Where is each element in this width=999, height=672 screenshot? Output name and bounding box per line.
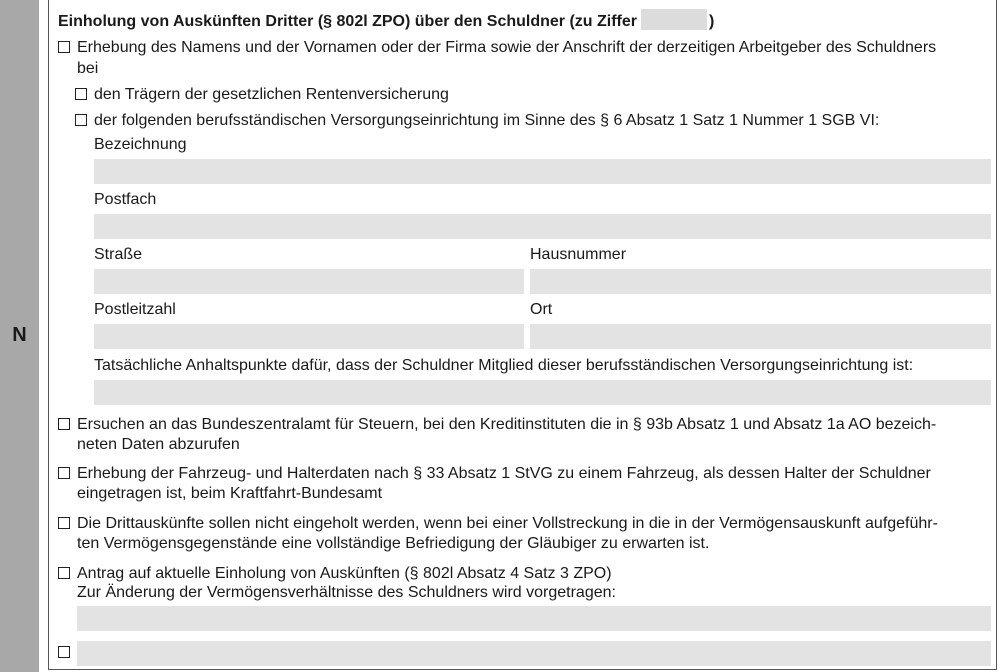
- label-postfach: Postfach: [94, 191, 157, 208]
- bezeichnung-field[interactable]: [94, 159, 991, 184]
- label-postleitzahl: Postleitzahl: [94, 301, 176, 318]
- label-ort: Ort: [530, 301, 553, 318]
- anhaltspunkte-field[interactable]: [94, 380, 991, 405]
- item-fahrzeugdaten-line1: Erhebung der Fahrzeug- und Halterdaten nach § 33 Absatz 1 StVG zu einem Fahrzeug, als dessen Halter der Schuldner: [77, 465, 931, 482]
- item-arbeitgeber-line2: bei: [77, 60, 99, 77]
- item-aktuelle-einholung-line2: Zur Änderung der Vermögensverhältnisse des Schuldners wird vorgetragen:: [77, 584, 616, 601]
- item-versorgungseinrichtung: der folgenden berufsständischen Versorgungseinrichtung im Sinne des § 6 Absatz 1 Satz 1 Nummer 1 SGB VI:: [94, 112, 880, 129]
- item-bundeszentralamt-line1: Ersuchen an das Bundeszentralamt für Steuern, bei den Kreditinstituten die in § 93b Absatz 1 und Absatz 1a AO bezeich-: [77, 416, 937, 433]
- section-title-close: ): [709, 13, 715, 30]
- checkbox-keine-drittauskuenfte[interactable]: [58, 517, 70, 529]
- postfach-field[interactable]: [94, 214, 991, 239]
- item-bundeszentralamt-line2: neten Daten abzurufen: [77, 436, 240, 453]
- label-strasse: Straße: [94, 246, 143, 263]
- ziffer-field[interactable]: [641, 9, 707, 30]
- checkbox-aktuelle-einholung[interactable]: [58, 567, 70, 579]
- item-keine-drittauskuenfte-line2: ten Vermögensgegenstände eine vollständige Befriedigung der Gläubiger zu erwarten ist.: [77, 535, 710, 552]
- sonstiges-field[interactable]: [77, 641, 991, 666]
- ort-field[interactable]: [530, 324, 991, 349]
- section-title: [58, 9, 714, 32]
- label-anhaltspunkte: Tatsächliche Anhaltspunkte dafür, dass der Schuldner Mitglied dieser berufsständischen Versorgungseinrichtung ist:: [94, 357, 914, 374]
- section-letter: N: [12, 324, 27, 346]
- section-sidebar: [0, 0, 39, 672]
- aenderung-field[interactable]: [77, 606, 991, 631]
- label-hausnummer: Hausnummer: [530, 246, 627, 263]
- postleitzahl-field[interactable]: [94, 324, 524, 349]
- checkbox-arbeitgeber[interactable]: [58, 41, 70, 53]
- hausnummer-field[interactable]: [530, 269, 991, 294]
- item-keine-drittauskuenfte-line1: Die Drittauskünfte sollen nicht eingeholt werden, wenn bei einer Vollstreckung in die in der Vermögensauskunft aufgeführ-: [77, 515, 938, 532]
- checkbox-rentenversicherung[interactable]: [75, 88, 87, 100]
- item-arbeitgeber-line1: Erhebung des Namens und der Vornamen oder der Firma sowie der Anschrift der derzeitigen Arbeitgeber des Schuldners: [77, 39, 937, 56]
- item-aktuelle-einholung-line1: Antrag auf aktuelle Einholung von Auskünften (§ 802l Absatz 4 Satz 3 ZPO): [77, 565, 612, 582]
- item-fahrzeugdaten-line2: eingetragen ist, beim Kraftfahrt-Bundesamt: [77, 485, 383, 502]
- section-title-text: Einholung von Auskünften Dritter (§ 802l ZPO) über den Schuldner (zu Ziffer: [58, 13, 637, 30]
- item-rentenversicherung: den Trägern der gesetzlichen Rentenversicherung: [94, 86, 449, 103]
- checkbox-versorgungseinrichtung[interactable]: [75, 114, 87, 126]
- checkbox-bundeszentralamt[interactable]: [58, 418, 70, 430]
- strasse-field[interactable]: [94, 269, 524, 294]
- checkbox-sonstiges[interactable]: [58, 646, 70, 658]
- checkbox-fahrzeugdaten[interactable]: [58, 467, 70, 479]
- label-bezeichnung: Bezeichnung: [94, 136, 187, 153]
